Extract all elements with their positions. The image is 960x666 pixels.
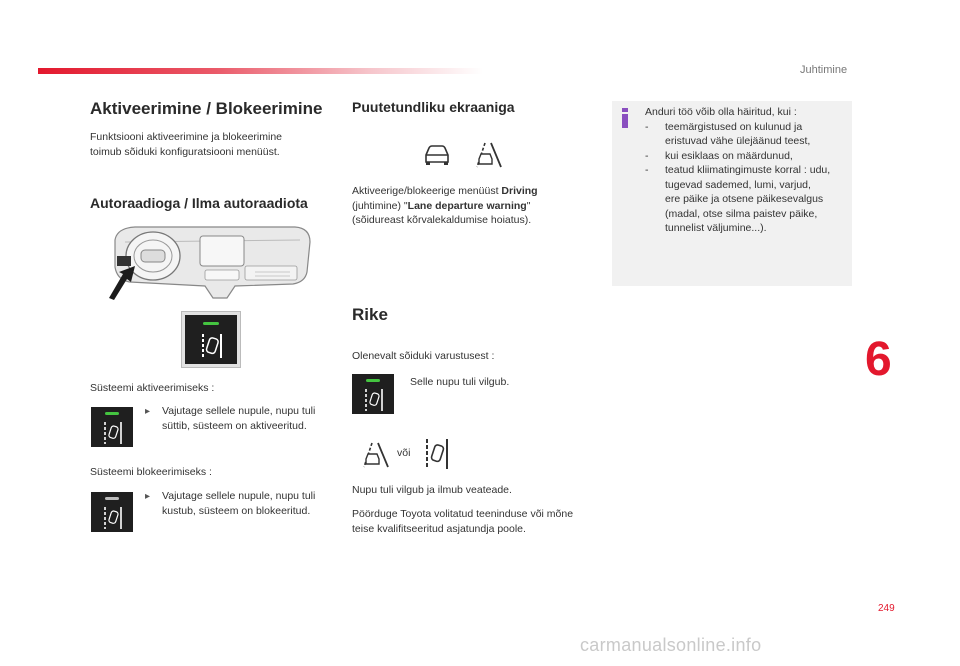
lane-button-blinking-icon — [352, 374, 394, 414]
info-box — [612, 101, 852, 286]
activate-label: Süsteemi aktiveerimiseks : — [90, 382, 215, 394]
page-number: 249 — [878, 603, 895, 614]
info-item-markings: - teemärgistused on kulunud ja eristuvad vähe ülejäänud teest, — [645, 120, 811, 147]
menu-instruction: Aktiveerige/blokeerige menüüst Driving (juhtimine) "Lane departure warning" (sõidureast kõrvalekaldumise hoiatus). — [352, 185, 538, 226]
touchscreen-title: Puutetundliku ekraaniga — [352, 99, 515, 115]
info-lead: Anduri töö võib olla häiritud, kui : — [645, 106, 797, 118]
lane-button-off-icon — [91, 492, 133, 532]
bullet-deactivate: ▸ — [145, 491, 151, 502]
blink-text: Selle nupu tuli vilgub. — [410, 376, 510, 388]
section-label: Juhtimine — [800, 64, 848, 76]
fault-title: Rike — [352, 305, 388, 324]
deactivate-label: Süsteemi blokeerimiseks : — [90, 466, 212, 478]
contact-dealer-text: Pöörduge Toyota volitatud teeninduse või mõne teise kvalifitseeritud asjatundja poole. — [352, 508, 574, 535]
info-list — [645, 120, 850, 236]
watermark: carmanualsonline.info — [580, 635, 762, 655]
or-text: või — [397, 447, 411, 459]
lane-button-icon — [185, 315, 237, 364]
chapter-number: 6 — [865, 333, 892, 386]
lane-button-on-icon — [91, 407, 133, 447]
info-item-weather: - teatud kliimatingimuste korral : udu, tugevad sademed, lumi, varjud, ere päike ja otsene päikesevalgus (madal, otse silma paistev päike, tunnelist väljumine...). — [645, 164, 831, 234]
blink-message: Nupu tuli vilgub ja ilmub veateade. — [352, 484, 512, 496]
lane-assist-warning-icon — [423, 437, 451, 471]
dashboard-illustration — [105, 222, 315, 302]
info-icon — [621, 108, 629, 128]
intro-text: Funktsiooni aktiveerimine ja blokeerimine toimub sõiduki konfiguratsiooni menüüst. — [90, 131, 283, 158]
page-title: Aktiveerimine / Blokeerimine — [90, 99, 323, 118]
header-accent-bar — [38, 68, 483, 74]
info-item-windscreen: - kui esiklaas on määrdunud, — [645, 149, 793, 162]
activate-instruction: Vajutage sellele nupule, nupu tuli süttib, süsteem on aktiveeritud. — [162, 405, 316, 432]
lane-departure-warning-icon — [360, 441, 390, 469]
car-icon — [422, 143, 452, 167]
fault-intro: Olenevalt sõiduki varustusest : — [352, 350, 495, 362]
bullet-activate: ▸ — [145, 406, 151, 417]
deactivate-instruction: Vajutage sellele nupule, nupu tuli kustub, süsteem on blokeeritud. — [162, 490, 316, 517]
button-closeup — [181, 311, 241, 368]
subtitle-radio: Autoraadioga / Ilma autoraadiota — [90, 195, 308, 211]
lane-departure-icon — [473, 141, 503, 169]
